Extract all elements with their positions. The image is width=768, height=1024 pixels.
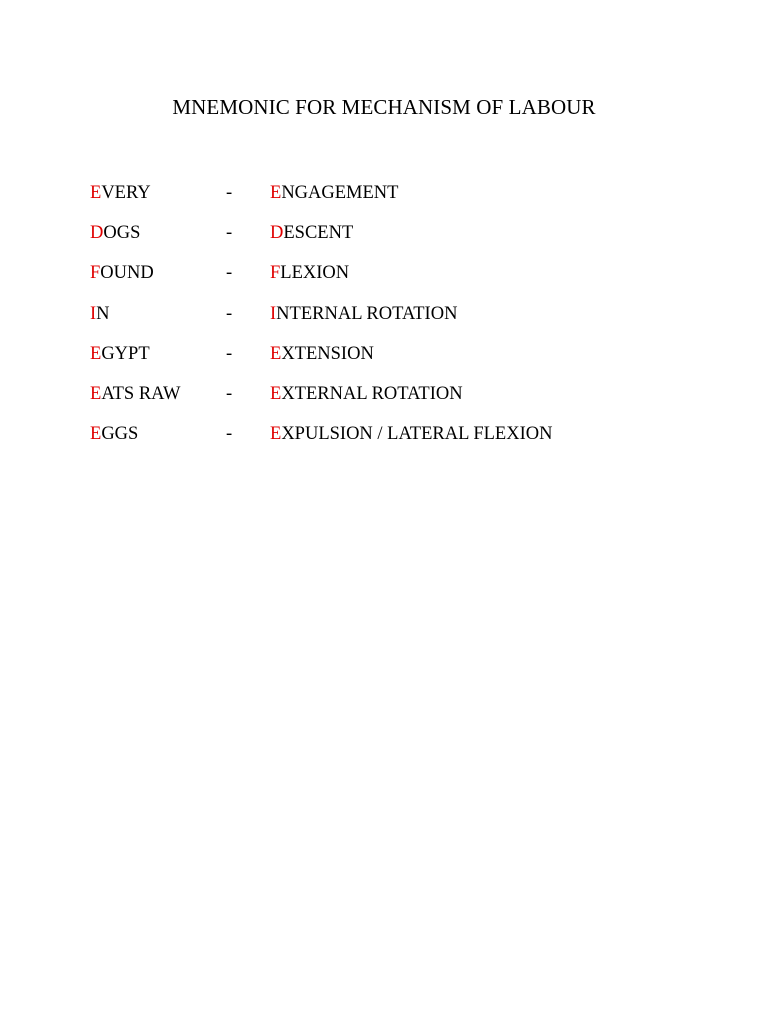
word-rest: VERY — [101, 183, 151, 203]
mnemonic-list — [90, 180, 710, 461]
separator-dash: - — [226, 303, 233, 324]
word-initial: E — [90, 383, 102, 404]
labour-step — [270, 301, 457, 327]
mnemonic-word — [90, 381, 181, 407]
step-rest: XTENSION — [281, 343, 374, 364]
mnemonic-word — [90, 341, 150, 367]
word-rest: N — [96, 303, 110, 324]
labour-step — [270, 260, 349, 286]
separator-dash: - — [226, 343, 233, 364]
word-initial: D — [90, 223, 104, 244]
page-title: MNEMONIC FOR MECHANISM OF LABOUR — [172, 95, 596, 119]
word-rest: OGS — [103, 223, 141, 244]
word-initial: E — [90, 424, 102, 445]
word-rest: ATS RAW — [101, 383, 181, 404]
mnemonic-word — [90, 421, 138, 447]
separator-dash: - — [226, 424, 233, 445]
separator-dash: - — [226, 263, 233, 284]
step-rest: NTERNAL ROTATION — [276, 303, 458, 324]
word-initial: E — [90, 343, 102, 364]
step-rest: NGAGEMENT — [281, 183, 399, 203]
mnemonic-row — [90, 301, 710, 341]
mnemonic-word — [90, 180, 151, 206]
step-initial: D — [270, 223, 284, 244]
separator-dash: - — [226, 223, 233, 244]
labour-step — [270, 341, 374, 367]
step-initial: I — [270, 303, 277, 324]
step-initial: E — [270, 183, 282, 203]
labour-step — [270, 180, 398, 206]
mnemonic-row — [90, 381, 710, 421]
separator-dash: - — [226, 183, 233, 203]
step-rest: ESCENT — [283, 223, 354, 244]
word-rest: OUND — [100, 263, 154, 284]
word-rest: GYPT — [101, 343, 150, 364]
word-rest: GGS — [101, 424, 139, 445]
labour-step — [270, 381, 463, 407]
mnemonic-word — [90, 301, 110, 327]
step-initial: E — [270, 383, 282, 404]
labour-step — [270, 220, 353, 246]
mnemonic-word — [90, 260, 154, 286]
mnemonic-row — [90, 421, 710, 461]
step-initial: F — [270, 263, 281, 284]
step-rest: LEXION — [280, 263, 350, 284]
step-rest: XTERNAL ROTATION — [281, 383, 463, 404]
mnemonic-row — [90, 260, 710, 300]
step-initial: E — [270, 424, 282, 445]
mnemonic-row — [90, 220, 710, 260]
step-rest: XPULSION / LATERAL FLEXION — [281, 424, 553, 445]
word-initial: F — [90, 263, 101, 284]
mnemonic-row — [90, 180, 710, 220]
mnemonic-word — [90, 220, 140, 246]
word-initial: E — [90, 183, 102, 203]
separator-dash: - — [226, 383, 233, 404]
mnemonic-row — [90, 341, 710, 381]
word-initial: I — [90, 303, 97, 324]
labour-step — [270, 421, 552, 447]
step-initial: E — [270, 343, 282, 364]
